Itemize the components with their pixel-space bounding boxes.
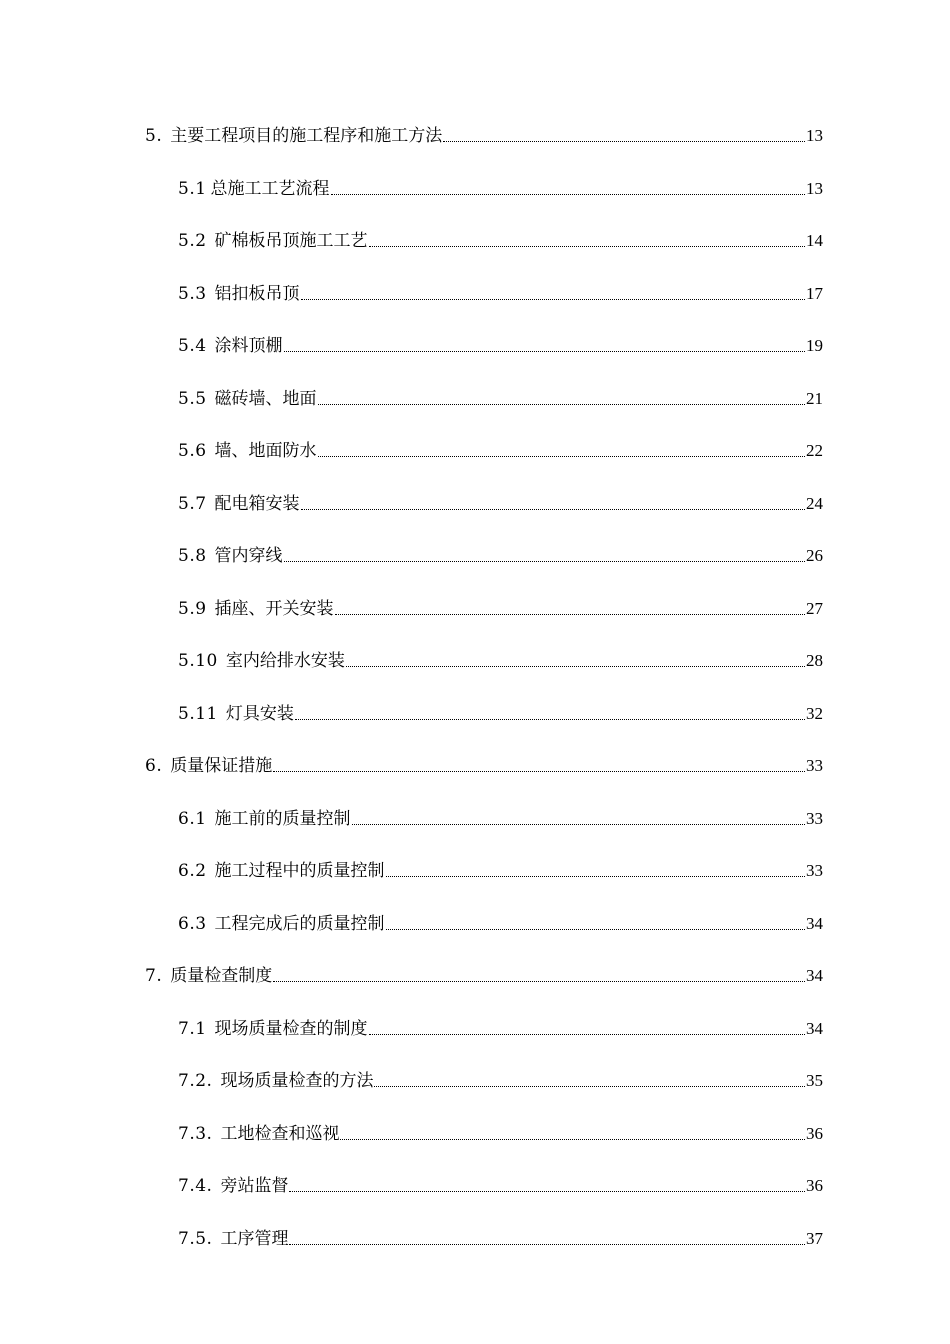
toc-entry-number: 5.10 xyxy=(178,651,218,671)
toc-entry-number: 7.3. xyxy=(178,1124,213,1144)
toc-entry-title: 质量检查制度 xyxy=(170,966,273,986)
toc-entry-6-2[interactable] xyxy=(178,855,823,881)
toc-entry-title: 主要工程项目的施工程序和施工方法 xyxy=(170,126,443,146)
toc-entry-title: 工序管理 xyxy=(220,1229,289,1249)
toc-leader-dots xyxy=(301,503,805,510)
toc-entry-number: 7.5. xyxy=(178,1229,213,1249)
toc-entry-title: 施工过程中的质量控制 xyxy=(214,861,385,881)
toc-entry-number: 5.8 xyxy=(178,546,207,566)
toc-entry-page: 34 xyxy=(806,1019,823,1038)
toc-entry-title: 铝扣板吊顶 xyxy=(214,284,300,304)
toc-entry-number: 5.6 xyxy=(178,441,207,461)
toc-entry-title: 矿棉板吊顶施工工艺 xyxy=(214,231,368,251)
toc-entry-title: 涂料顶棚 xyxy=(214,336,283,356)
toc-entry-page: 17 xyxy=(806,284,823,303)
toc-entry-page: 26 xyxy=(806,546,823,565)
toc-entry-number: 6.1 xyxy=(178,809,207,829)
toc-entry-page: 27 xyxy=(806,599,823,618)
toc-entry-title: 旁站监督 xyxy=(220,1176,289,1196)
toc-entry-5-7[interactable] xyxy=(178,488,823,514)
toc-leader-dots xyxy=(318,450,805,457)
toc-entry-title: 插座、开关安装 xyxy=(214,599,334,619)
toc-entry-page: 34 xyxy=(806,966,823,985)
toc-entry-number: 5. xyxy=(145,126,163,146)
toc-entry-5-10[interactable] xyxy=(178,645,823,671)
toc-entry-number: 6.3 xyxy=(178,914,207,934)
toc-entry-7-2[interactable] xyxy=(178,1065,823,1091)
toc-entry-number: 7.2. xyxy=(178,1071,213,1091)
toc-leader-dots xyxy=(369,1028,805,1035)
toc-entry-page: 13 xyxy=(806,179,823,198)
toc-leader-dots xyxy=(273,765,805,772)
toc-entry-page: 13 xyxy=(806,126,823,145)
toc-entry-number: 5.11 xyxy=(178,704,218,724)
toc-entry-page: 34 xyxy=(806,914,823,933)
toc-entry-title: 工程完成后的质量控制 xyxy=(214,914,385,934)
toc-leader-dots xyxy=(386,870,805,877)
toc-leader-dots xyxy=(369,240,805,247)
toc-entry-number: 6.2 xyxy=(178,861,207,881)
toc-entry-number: 7.1 xyxy=(178,1019,207,1039)
toc-entry-5-9[interactable] xyxy=(178,593,823,619)
toc-leader-dots xyxy=(289,1238,805,1245)
toc-entry-page: 33 xyxy=(806,861,823,880)
toc-entry-page: 36 xyxy=(806,1124,823,1143)
toc-entry-page: 33 xyxy=(806,756,823,775)
toc-entry-page: 32 xyxy=(806,704,823,723)
toc-entry-5-4[interactable] xyxy=(178,330,823,356)
toc-entry-5-5[interactable] xyxy=(178,383,823,409)
toc-leader-dots xyxy=(374,1080,805,1087)
toc-entry-number: 5.9 xyxy=(178,599,207,619)
toc-entry-page: 36 xyxy=(806,1176,823,1195)
toc-entry-number: 5.1 xyxy=(178,179,207,199)
toc-entry-number: 7.4. xyxy=(178,1176,213,1196)
toc-entry-7-4[interactable] xyxy=(178,1170,823,1196)
toc-entry-title: 磁砖墙、地面 xyxy=(214,389,317,409)
toc-entry-page: 19 xyxy=(806,336,823,355)
toc-entry-title: 室内给排水安装 xyxy=(225,651,345,671)
toc-entry-title: 现场质量检查的方法 xyxy=(220,1071,374,1091)
toc-entry-5-8[interactable] xyxy=(178,540,823,566)
toc-entry-number: 5.4 xyxy=(178,336,207,356)
toc-entry-number: 6. xyxy=(145,756,163,776)
toc-entry-number: 5.5 xyxy=(178,389,207,409)
toc-entry-5[interactable] xyxy=(145,120,823,146)
toc-entry-page: 14 xyxy=(806,231,823,250)
toc-leader-dots xyxy=(352,818,805,825)
toc-entry-5-1[interactable] xyxy=(178,173,823,199)
toc-entry-title: 墙、地面防水 xyxy=(214,441,317,461)
toc-leader-dots xyxy=(284,345,805,352)
toc-leader-dots xyxy=(340,1133,805,1140)
toc-entry-7-5[interactable] xyxy=(178,1223,823,1249)
toc-entry-5-3[interactable] xyxy=(178,278,823,304)
toc-leader-dots xyxy=(289,1185,805,1192)
toc-entry-title: 总施工工艺流程 xyxy=(210,179,330,199)
toc-entry-6-1[interactable] xyxy=(178,803,823,829)
toc-leader-dots xyxy=(273,975,805,982)
toc-entry-5-2[interactable] xyxy=(178,225,823,251)
toc-entry-page: 28 xyxy=(806,651,823,670)
toc-entry-title: 现场质量检查的制度 xyxy=(214,1019,368,1039)
toc-entry-5-6[interactable] xyxy=(178,435,823,461)
toc-entry-number: 5.7 xyxy=(178,494,207,514)
toc-leader-dots xyxy=(331,188,805,195)
toc-entry-title: 配电箱安装 xyxy=(214,494,300,514)
toc-entry-7[interactable] xyxy=(145,960,823,986)
toc-leader-dots xyxy=(295,713,805,720)
toc-leader-dots xyxy=(284,555,805,562)
toc-entry-title: 灯具安装 xyxy=(225,704,294,724)
toc-entry-page: 37 xyxy=(806,1229,823,1248)
toc-entry-page: 33 xyxy=(806,809,823,828)
toc-entry-number: 5.3 xyxy=(178,284,207,304)
toc-entry-page: 24 xyxy=(806,494,823,513)
toc-entry-title: 质量保证措施 xyxy=(170,756,273,776)
toc-leader-dots xyxy=(335,608,805,615)
toc-entry-7-1[interactable] xyxy=(178,1013,823,1039)
toc-entry-6-3[interactable] xyxy=(178,908,823,934)
toc-entry-page: 21 xyxy=(806,389,823,408)
toc-entry-5-11[interactable] xyxy=(178,698,823,724)
toc-leader-dots xyxy=(386,923,805,930)
toc-leader-dots xyxy=(318,398,805,405)
toc-entry-title: 工地检查和巡视 xyxy=(220,1124,340,1144)
toc-leader-dots xyxy=(301,293,805,300)
toc-entry-title: 管内穿线 xyxy=(214,546,283,566)
toc-entry-title: 施工前的质量控制 xyxy=(214,809,351,829)
toc-entry-number: 5.2 xyxy=(178,231,207,251)
toc-entry-6[interactable] xyxy=(145,750,823,776)
toc-leader-dots xyxy=(443,135,805,142)
toc-entry-page: 22 xyxy=(806,441,823,460)
toc-leader-dots xyxy=(346,660,805,667)
toc-entry-7-3[interactable] xyxy=(178,1118,823,1144)
toc-entry-page: 35 xyxy=(806,1071,823,1090)
toc-entry-number: 7. xyxy=(145,966,163,986)
